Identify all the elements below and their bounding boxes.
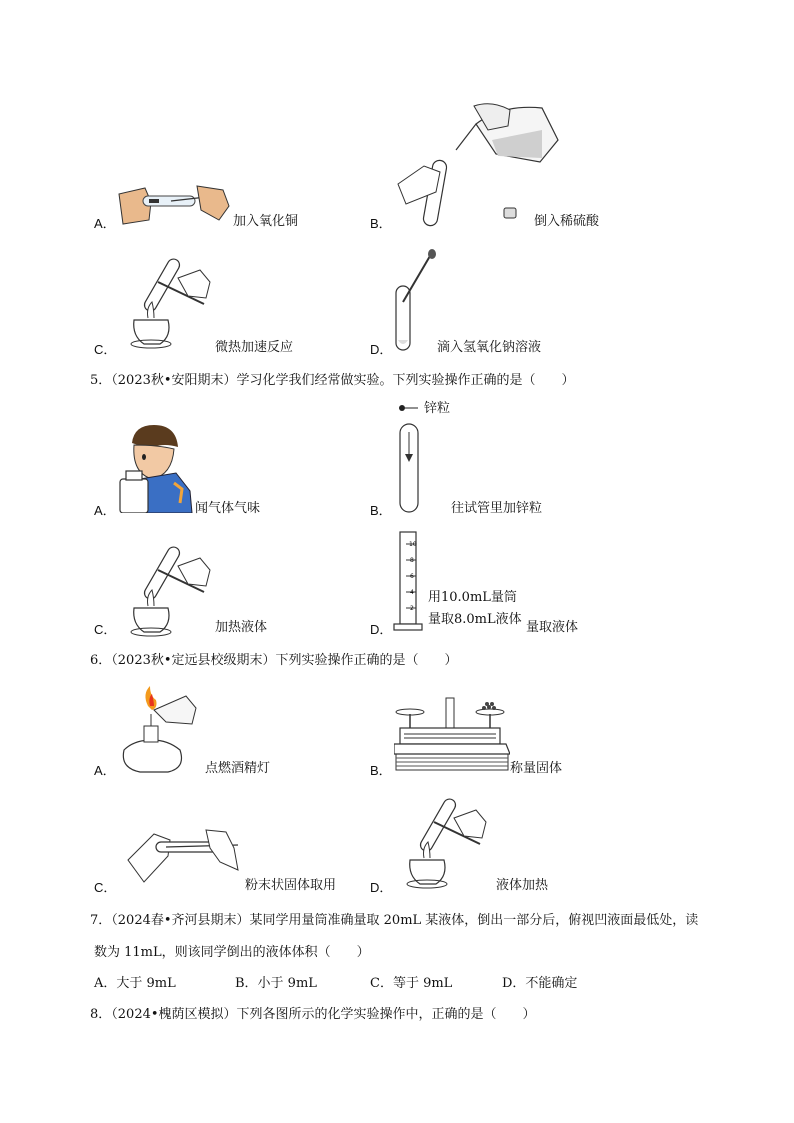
q7-choice-c: C．等于 9mL <box>370 976 453 991</box>
figure-balance <box>394 694 510 774</box>
q7-stem-line2: 数为 11mL，则该同学倒出的液体体积（ ） <box>94 945 370 960</box>
q6-option-a-caption: 点燃酒精灯 <box>205 761 271 776</box>
q4-option-c-letter: C． <box>94 342 117 357</box>
figure-zinc-tube <box>398 402 422 514</box>
figure-powder-tube <box>126 826 244 886</box>
cylinder-tick-4: 4 <box>410 589 414 596</box>
q5-stem: 5．（2023秋•安阳期末）学习化学我们经常做实验。下列实验操作正确的是（ ） <box>90 373 575 388</box>
cylinder-tick-6: 6 <box>410 573 414 580</box>
cylinder-tick-8: 8 <box>410 557 414 564</box>
q6-option-c-caption: 粉末状固体取用 <box>245 878 337 893</box>
q4-option-d-caption: 滴入氢氧化钠溶液 <box>437 340 542 355</box>
figure-smell-gas <box>118 423 194 513</box>
q4-option-a-caption: 加入氧化铜 <box>233 214 299 229</box>
figure-pour-acid <box>392 100 562 230</box>
q6-option-b-caption: 称量固体 <box>510 761 563 776</box>
q5-option-d-caption: 量取液体 <box>526 620 579 635</box>
q4-option-a-letter: A． <box>94 216 116 231</box>
q4-option-c-caption: 微热加速反应 <box>215 340 294 355</box>
q4-option-d-letter: D． <box>370 342 393 357</box>
q5-option-a-caption: 闻气体气味 <box>195 501 261 516</box>
q6-option-a-letter: A． <box>94 763 116 778</box>
q7-choice-d: D．不能确定 <box>502 976 578 991</box>
figure-heat-tube <box>118 252 218 352</box>
figure-heat-liquid <box>118 540 218 640</box>
q4-option-b-caption: 倒入稀硫酸 <box>534 214 600 229</box>
q5-option-d-letter: D． <box>370 622 393 637</box>
cylinder-tick-2: 2 <box>410 605 414 612</box>
q4-option-b-letter: B． <box>370 216 392 231</box>
q6-option-c-letter: C． <box>94 880 117 895</box>
figure-liquid-heating <box>394 792 494 892</box>
q7-choice-b: B．小于 9mL <box>235 976 317 991</box>
q8-stem: 8．（2024•槐荫区模拟）下列各图所示的化学实验操作中，正确的是（ ） <box>90 1007 536 1022</box>
q5-option-b-caption: 往试管里加锌粒 <box>451 501 543 516</box>
q5-option-c-caption: 加热液体 <box>215 620 268 635</box>
q6-option-b-letter: B． <box>370 763 392 778</box>
zinc-label: 锌粒 <box>424 401 451 416</box>
cylinder-label-2: 量取8.0mL液体 <box>428 612 522 627</box>
figure-graduated-cylinder <box>392 530 428 632</box>
q6-stem: 6．（2023秋•定远县校级期末）下列实验操作正确的是（ ） <box>90 653 458 668</box>
cylinder-label-1: 用10.0mL量筒 <box>428 590 517 605</box>
q7-choice-a: A．大于 9mL <box>94 976 176 991</box>
q6-option-d-letter: D． <box>370 880 393 895</box>
figure-light-lamp <box>116 684 202 774</box>
q5-option-b-letter: B． <box>370 503 392 518</box>
q7-stem-line1: 7．（2024春•齐河县期末）某同学用量筒准确量取 20mL 某液体，倒出一部分后，俯视凹液面最低处，读 <box>90 913 699 928</box>
q5-option-a-letter: A． <box>94 503 116 518</box>
cylinder-tick-10: 10 <box>409 541 417 548</box>
q5-option-c-letter: C． <box>94 622 117 637</box>
q6-option-d-caption: 液体加热 <box>496 878 549 893</box>
figure-dropper-naoh <box>392 248 442 354</box>
figure-add-copper-oxide <box>115 180 233 230</box>
